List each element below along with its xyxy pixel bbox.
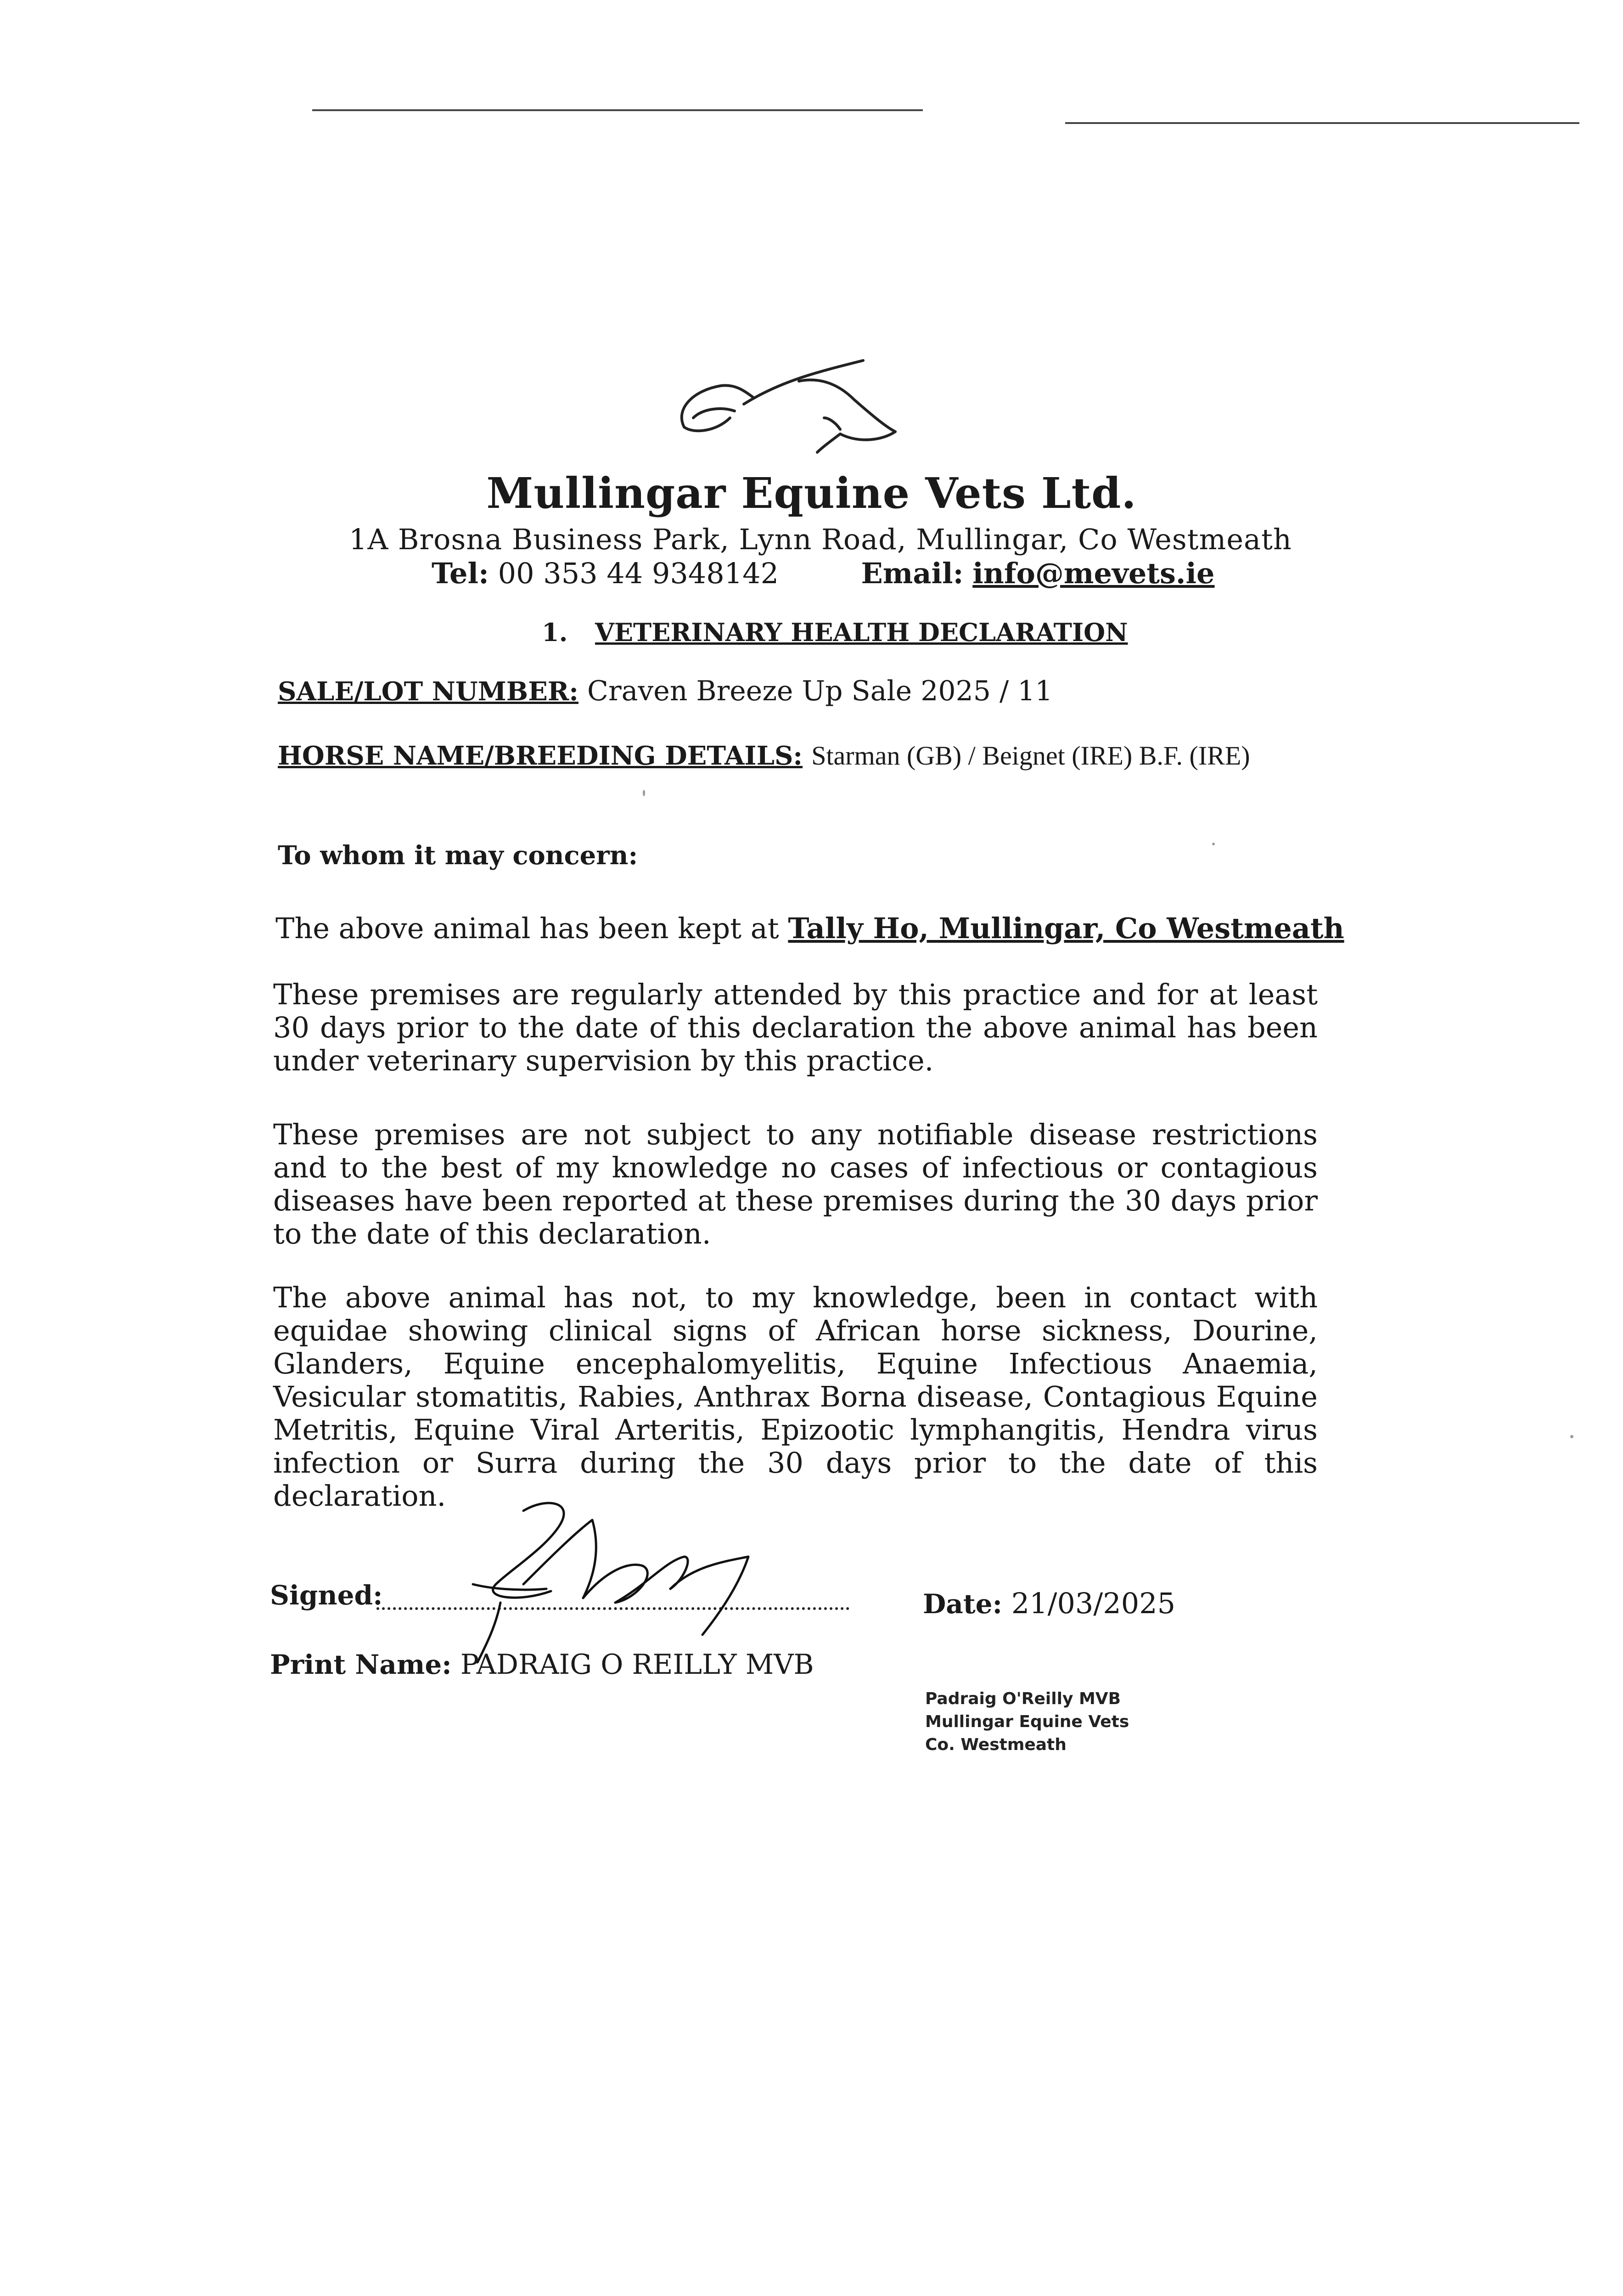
print-name-label: Print Name:	[270, 1649, 452, 1680]
paragraph-supervision: These premises are regularly attended by this practice and for at least 30 days prior to the date of this declaration the above animal has been under veterinary supervision by this practice.	[273, 978, 1318, 1077]
salutation: To whom it may concern:	[278, 840, 638, 871]
print-name-field	[270, 1649, 814, 1681]
kept-location: Tally Ho, Mullingar, Co Westmeath	[788, 912, 1344, 945]
signed-label: Signed:	[270, 1580, 383, 1611]
stamp-line-3: Co. Westmeath	[925, 1735, 1067, 1754]
horse-details-field	[278, 739, 1250, 771]
scan-speck	[1570, 1435, 1573, 1438]
sale-lot-value: Craven Breeze Up Sale 2025 / 11	[587, 675, 1053, 707]
stamp-line-1: Padraig O'Reilly MVB	[925, 1689, 1121, 1708]
tel-value: 00 353 44 9348142	[498, 557, 779, 590]
date-value: 21/03/2025	[1011, 1587, 1176, 1620]
company-name: Mullingar Equine Vets Ltd.	[486, 468, 1137, 518]
kept-text: The above animal has been kept at	[275, 912, 779, 945]
email-link[interactable]: info@mevets.ie	[972, 557, 1215, 590]
declaration-title: VETERINARY HEALTH DECLARATION	[595, 618, 1128, 647]
sale-lot-field	[278, 675, 1053, 707]
print-name-value: PADRAIG O REILLY MVB	[460, 1649, 814, 1681]
scan-speck	[643, 790, 645, 796]
horse-details-label: HORSE NAME/BREEDING DETAILS:	[278, 741, 803, 771]
kept-statement	[275, 912, 1344, 945]
company-address: 1A Brosna Business Park, Lynn Road, Mullingar, Co Westmeath	[349, 523, 1292, 556]
scan-speck	[1212, 843, 1215, 845]
sale-lot-label: SALE/LOT NUMBER:	[278, 676, 578, 707]
tel-label: Tel:	[432, 557, 489, 590]
paragraph-restrictions: These premises are not subject to any notifiable disease restrictions and to the best of my knowledge no cases of infectious or contagious diseases have been reported at these premises during the 30 days prior to the date of this declaration.	[273, 1118, 1318, 1250]
email-label: Email:	[861, 557, 964, 590]
stamp-line-2: Mullingar Equine Vets	[925, 1712, 1129, 1731]
declaration-heading	[542, 618, 1128, 647]
declaration-number: 1.	[542, 618, 568, 647]
company-contact	[432, 557, 1215, 590]
horse-details-value: Starman (GB) / Beignet (IRE) B.F. (IRE)	[811, 741, 1250, 771]
paragraph-diseases: The above animal has not, to my knowledge, been in contact with equidae showing clinical signs of African horse sickness, Dourine, Glanders, Equine encephalomyelitis, Equine Infectious Anaemia, Vesicular stomatitis, Rabies, Anthrax Borna disease, Contagious Equine Metritis, Equine Viral Arteritis, Epizootic lymphangitis, Hendra virus infection or Surra during the 30 days prior to the date of this declaration.	[273, 1281, 1318, 1513]
date-label: Date:	[923, 1588, 1002, 1620]
practice-stamp	[925, 1688, 1129, 1756]
scan-line-left	[312, 109, 923, 111]
date-field	[923, 1587, 1175, 1620]
handwritten-signature	[455, 1492, 785, 1667]
horse-logo-icon	[666, 354, 941, 459]
scan-line-right	[1065, 122, 1579, 124]
